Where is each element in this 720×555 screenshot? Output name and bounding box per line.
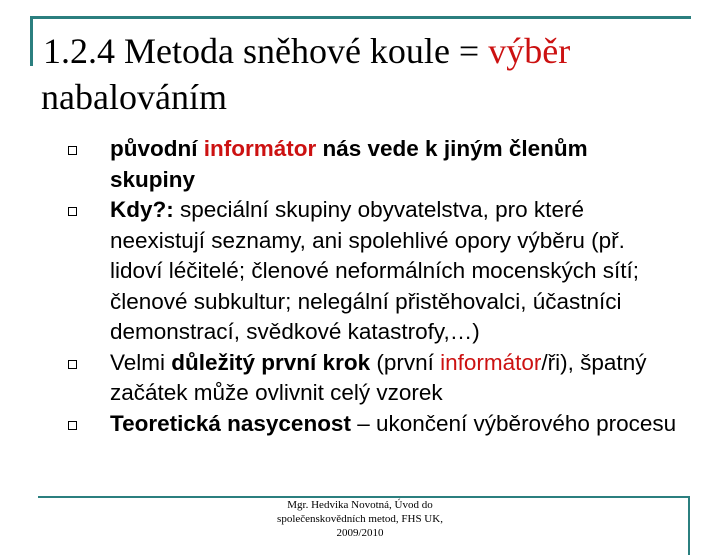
bullet-item-3 xyxy=(68,348,678,409)
frame-left-border xyxy=(30,16,33,66)
title-line-2: nabalováním xyxy=(41,77,227,117)
bullet-item-2 xyxy=(68,195,678,348)
bullet-1-accent: informátor xyxy=(203,136,317,161)
title-line-1 xyxy=(43,28,683,74)
bullet-3-text-before: Velmi xyxy=(110,349,172,375)
bullet-4-bold: Teoretická nasycenost xyxy=(110,410,351,436)
slide-footer xyxy=(250,498,470,540)
footer-line-3: 2009/2010 xyxy=(336,527,384,539)
frame-top-border xyxy=(30,16,691,19)
bullet-item-4 xyxy=(68,409,678,440)
bullet-1-bold: původní xyxy=(110,136,204,161)
bullet-2-text: speciální skupiny obyvatelstva, pro které neexistují seznamy, ani spolehlivé opory výběru (př. lidoví léčitelé; členové neformálních mocenských sítí; členové subkultur; nelegální přistěhovalci, účastníci demonstrací, svědkové katastrofy,…) xyxy=(110,197,639,344)
bullet-4-text: – ukončení výběrového procesu xyxy=(350,410,677,436)
title-accent: výběr xyxy=(488,31,571,71)
bullet-3-accent: informátor xyxy=(440,349,542,375)
square-bullet-icon xyxy=(68,146,77,155)
bullet-2-label: Kdy?: xyxy=(110,197,174,222)
bullet-list xyxy=(68,134,678,439)
bullet-3-bold: důležitý první krok xyxy=(171,349,371,375)
bullet-3-text-middle: (první xyxy=(370,349,441,375)
square-bullet-icon xyxy=(68,207,77,216)
bullet-item-1 xyxy=(68,134,678,195)
square-bullet-icon xyxy=(68,421,77,430)
square-bullet-icon xyxy=(68,360,77,369)
frame-right-border xyxy=(688,496,690,555)
footer-line-1: Mgr. Hedvika Novotná, Úvod do xyxy=(287,499,433,511)
bullet-1-rest: nás vede k jiným členům skupiny xyxy=(110,136,588,192)
bullet-3-text-after: /ři), špatný začátek může ovlivnit celý vzorek xyxy=(110,349,647,405)
title-main: 1.2.4 Metoda sněhové koule = xyxy=(43,31,489,71)
footer-line-2: společenskovědních metod, FHS UK, xyxy=(277,513,443,525)
slide-title xyxy=(43,28,683,120)
